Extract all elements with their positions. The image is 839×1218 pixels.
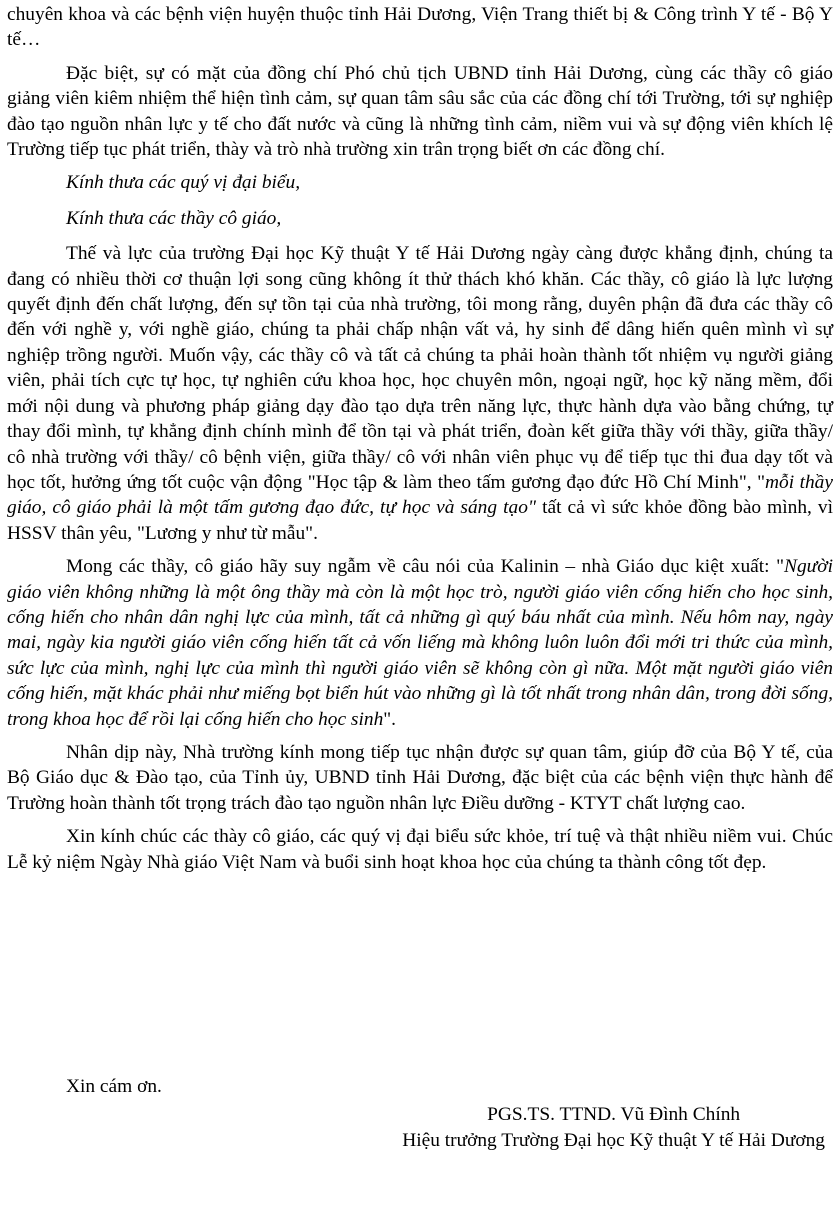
paragraph-school-position-end: tất cả vì sức khỏe đồng bào mình, vì HSSV thân yêu, "Lương y như từ mẫu". [7,497,833,544]
salutation-teachers: Kính thưa các thầy cô giáo, [66,207,282,229]
paragraph-special-thanks: Đặc biệt, sự có mặt của đồng chí Phó chủ tịch UBND tỉnh Hải Dương, cùng các thầy cô giáo giảng viên kiêm nhiệm thể hiện tình cảm, sự quan tâm sâu sắc của các đồng chí tới Trường, tới sự nghiệp đào tạo nguồn nhân lực y tế cho đất nước và cũng là những tình cảm, niềm vui và sự động viên khích lệ Trường tiếp tục phát triển, thày và trò nhà trường xin trân trọng biết ơn các đồng chí. [7,62,833,161]
kalinin-quote-end: ". [383,708,397,730]
paragraph-continuation: chuyên khoa và các bệnh viện huyện thuộc tỉnh Hải Dương, Viện Trang thiết bị & Công trình Y tế - Bộ Y tế… [7,4,833,51]
document-body [7,2,833,883]
paragraph-support-request: Nhân dịp này, Nhà trường kính mong tiếp tục nhận được sự quan tâm, giúp đỡ của Bộ Y tế, của Bộ Giáo dục & Đào tạo, của Tỉnh ủy, UBND tỉnh Hải Dương, đặc biệt của các bệnh viện thực hành để Trường hoàn thành tốt trọng trách đào tạo nguồn nhân lực Điều dưỡng - KTYT chất lượng cao. [7,741,833,814]
signer-name: PGS.TS. TTND. Vũ Đình Chính [487,1104,741,1125]
teacher-motto-quote: mỗi thầy giáo, cô giáo phải là một tấm gương đạo đức, tự học và sáng tạo" [7,471,833,519]
signer-title: Hiệu trưởng Trường Đại học Kỹ thuật Y tế Hải Dương [402,1130,825,1151]
salutation-guests: Kính thưa các quý vị đại biểu, [66,172,301,194]
kalinin-intro: Mong các thầy, cô giáo hãy suy ngẫm về câu nói của Kalinin – nhà Giáo dục kiệt xuất: " [66,556,785,578]
kalinin-quote: Người giáo viên không những là một ông thầy mà còn là một học trò, người giáo viên cống hiến cho học sinh, cống hiến cho nhân dân nghị lực của mình, tất cả những gì quý báu nhất của mình. Nếu hôm nay, ngày mai, ngày kia người giáo viên cống hiến tất cả vốn liếng mà không luôn luôn đổi mới tri thức của mình, sức lực của mình, nghị lực của mình thì người giáo viên sẽ không còn gì nữa. Một mặt người giáo viên cống hiến, mặt khác phải như miếng bọt biển hút vào những gì là tốt nhất trong nhân dân, trong đời sống, trong khoa học để rồi lại cống hiến cho học sinh [7,556,833,730]
closing-thanks: Xin cám ơn. [66,1076,162,1097]
paragraph-school-position-text: Thế và lực của trường Đại học Kỹ thuật Y tế Hải Dương ngày càng được khẳng định, chúng ta đang có nhiều thời cơ thuận lợi song cũng không ít thử thách khó khăn. Các thầy, cô giáo là lực lượng quyết định đến chất lượng, đến sự tồn tại của nhà trường, tôi mong rằng, duyên phận đã đưa các thầy cô đến với nghề y, với nghề giáo, chúng ta phải chấp nhận vất vả, hy sinh để dâng hiến quên mình vì sự nghiệp trồng người. Muốn vậy, các thầy cô và tất cả chúng ta phải hoàn thành tốt nhiệm vụ người giảng viên, phải tích cực tự học, tự nghiên cứu khoa học, học chuyên môn, ngoại ngữ, học kỹ năng mềm, đổi mới nội dung và phương pháp giảng dạy đào tạo dựa trên năng lực, thực hành dựa vào bằng chứng, tự thay đổi mình, tự khẳng định chính mình để tồn tại và phát triển, đoàn kết giữa thầy với thầy, giữa thầy/ cô nhà trường với thầy/ cô bệnh viện, giữa thầy/ cô với nhân viên phục vụ để tiếp tục thi đua dạy tốt và học tốt, hưởng ứng tốt cuộc vận động "Học tập & làm theo tấm gương đạo đức Hồ Chí Minh", " [7,243,833,493]
paragraph-kalinin [7,554,833,732]
signature-block [402,1102,825,1154]
paragraph-school-position [7,241,833,546]
paragraph-wishes: Xin kính chúc các thày cô giáo, các quý vị đại biểu sức khỏe, trí tuệ và thật nhiều niềm vui. Chúc Lễ kỷ niệm Ngày Nhà giáo Việt Nam và buổi sinh hoạt khoa học của chúng ta thành công tốt đẹp. [7,826,833,873]
